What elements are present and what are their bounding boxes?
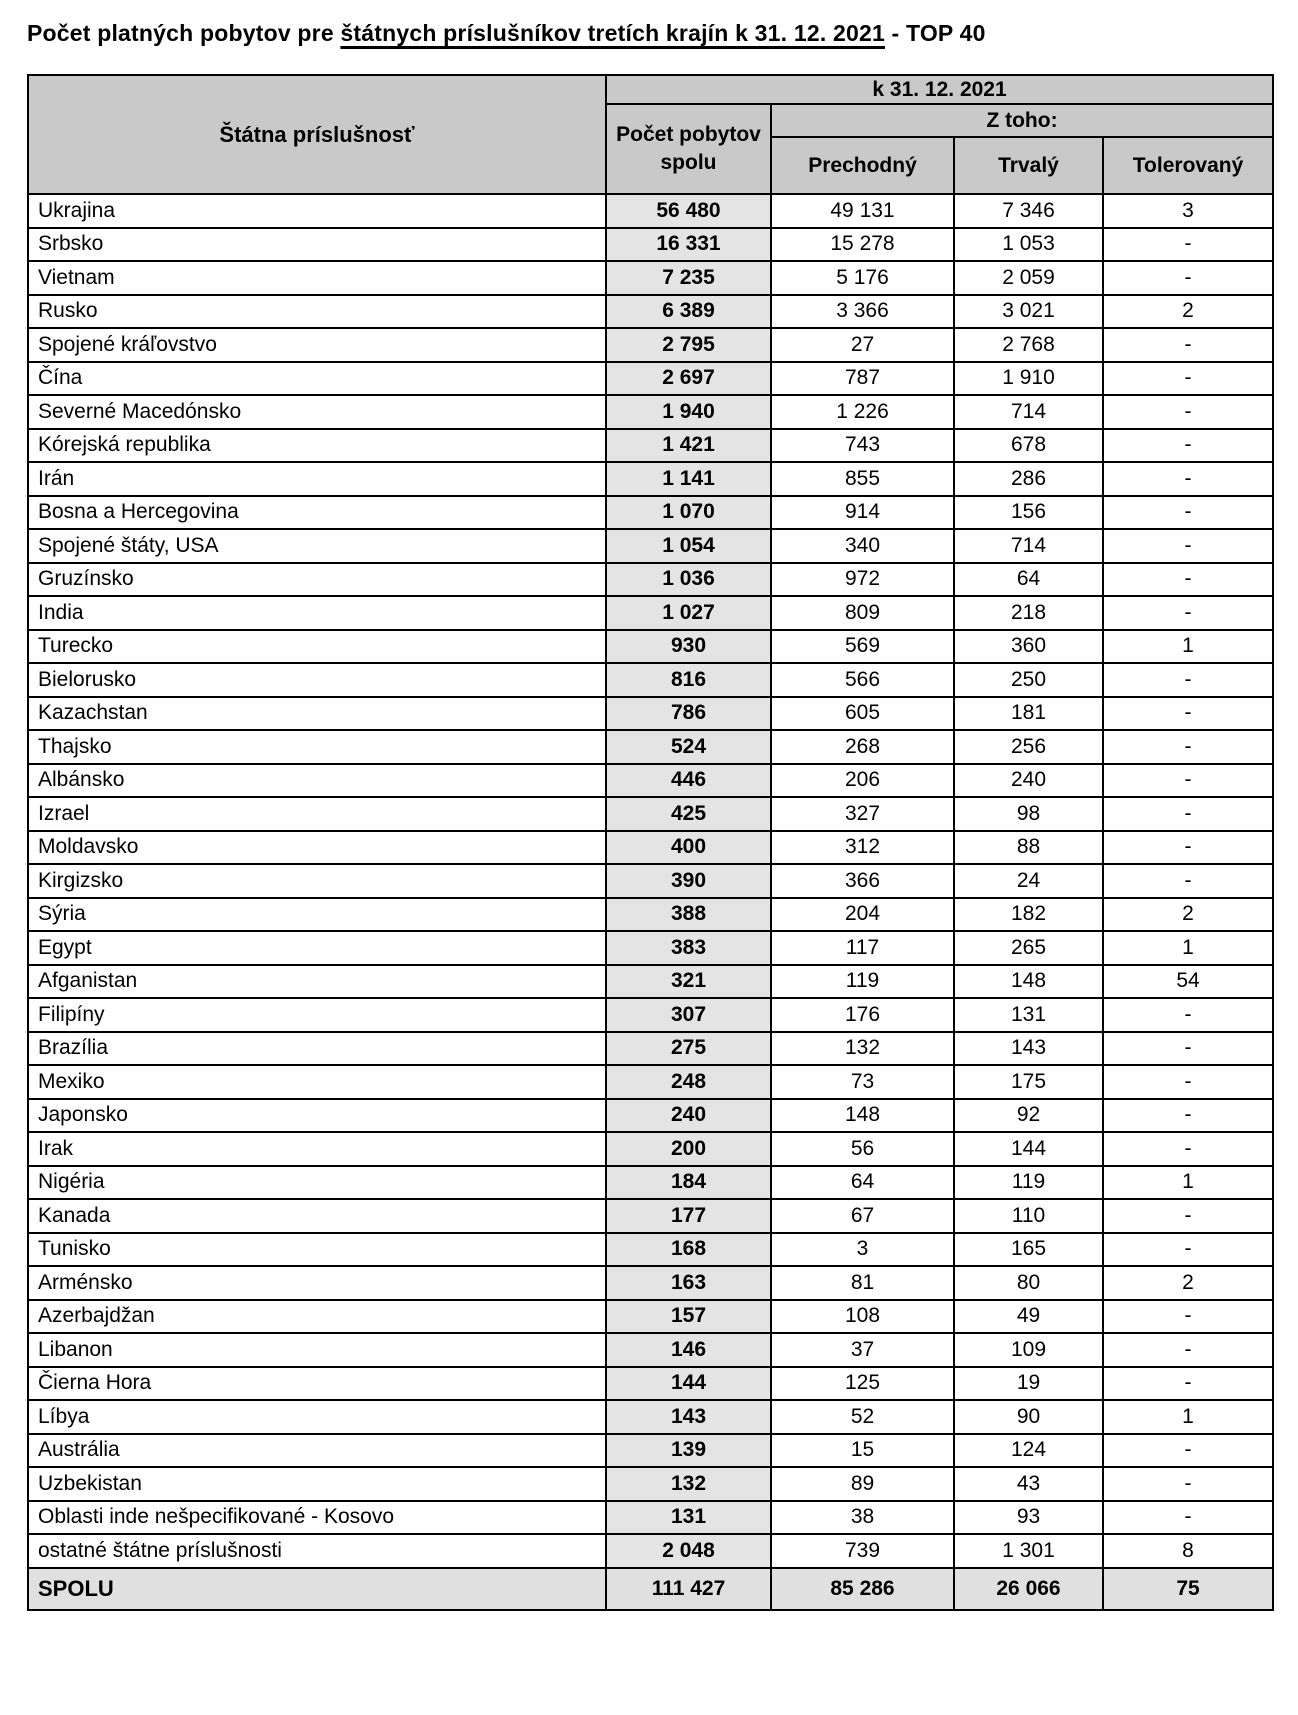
nationality-cell: Irak xyxy=(28,1132,606,1166)
total-residences-cell: 143 xyxy=(606,1400,771,1434)
total-residences-cell: 400 xyxy=(606,831,771,865)
nationality-cell: Ukrajina xyxy=(28,194,606,228)
temporary-cell: 787 xyxy=(771,362,954,396)
table-row xyxy=(28,864,1273,898)
total-residences-cell: 248 xyxy=(606,1065,771,1099)
tolerated-cell: - xyxy=(1103,261,1273,295)
title-suffix: - TOP 40 xyxy=(884,20,986,46)
table-row xyxy=(28,1166,1273,1200)
temporary-cell: 569 xyxy=(771,630,954,664)
tolerated-cell: 54 xyxy=(1103,965,1273,999)
tolerated-cell: - xyxy=(1103,1032,1273,1066)
table-row xyxy=(28,1534,1273,1568)
tolerated-cell: - xyxy=(1103,663,1273,697)
tolerated-cell: - xyxy=(1103,596,1273,630)
table-row xyxy=(28,462,1273,496)
permanent-cell: 80 xyxy=(954,1266,1103,1300)
nationality-cell: Kazachstan xyxy=(28,697,606,731)
nationality-cell: Spojené kráľovstvo xyxy=(28,328,606,362)
header-as-of-date: k 31. 12. 2021 xyxy=(606,75,1273,104)
permanent-cell: 43 xyxy=(954,1467,1103,1501)
total-residences-cell: 157 xyxy=(606,1300,771,1334)
total-residences-cell: 2 048 xyxy=(606,1534,771,1568)
nationality-cell: Azerbajdžan xyxy=(28,1300,606,1334)
nationality-cell: Moldavsko xyxy=(28,831,606,865)
temporary-cell: 27 xyxy=(771,328,954,362)
permanent-cell: 1 053 xyxy=(954,228,1103,262)
nationality-cell: Kórejská republika xyxy=(28,429,606,463)
temporary-cell: 37 xyxy=(771,1333,954,1367)
nationality-cell: Bosna a Hercegovina xyxy=(28,496,606,530)
nationality-cell: Severné Macedónsko xyxy=(28,395,606,429)
permanent-cell: 110 xyxy=(954,1199,1103,1233)
total-residences-cell: 6 389 xyxy=(606,295,771,329)
table-row xyxy=(28,1233,1273,1267)
temporary-cell: 56 xyxy=(771,1132,954,1166)
nationality-cell: Tunisko xyxy=(28,1233,606,1267)
total-residences-cell: 816 xyxy=(606,663,771,697)
tolerated-cell: - xyxy=(1103,864,1273,898)
nationality-cell: Gruzínsko xyxy=(28,563,606,597)
nationality-cell: Izrael xyxy=(28,797,606,831)
tolerated-cell: - xyxy=(1103,328,1273,362)
permanent-cell: 109 xyxy=(954,1333,1103,1367)
tolerated-cell: 2 xyxy=(1103,295,1273,329)
temporary-cell: 914 xyxy=(771,496,954,530)
tolerated-cell: - xyxy=(1103,1199,1273,1233)
table-row xyxy=(28,1132,1273,1166)
temporary-cell: 67 xyxy=(771,1199,954,1233)
permanent-cell: 2 768 xyxy=(954,328,1103,362)
permanent-cell: 92 xyxy=(954,1099,1103,1133)
tolerated-cell: - xyxy=(1103,1065,1273,1099)
tolerated-cell: - xyxy=(1103,496,1273,530)
tolerated-cell: - xyxy=(1103,1501,1273,1535)
permanent-cell: 2 059 xyxy=(954,261,1103,295)
table-row xyxy=(28,194,1273,228)
table-row xyxy=(28,764,1273,798)
table-row xyxy=(28,261,1273,295)
nationality-cell: Vietnam xyxy=(28,261,606,295)
temporary-cell: 605 xyxy=(771,697,954,731)
page-title xyxy=(27,20,986,47)
temporary-cell: 268 xyxy=(771,730,954,764)
nationality-cell: India xyxy=(28,596,606,630)
total-residences-cell: 930 xyxy=(606,630,771,664)
table-row xyxy=(28,1434,1273,1468)
total-residences-cell: 275 xyxy=(606,1032,771,1066)
permanent-cell: 64 xyxy=(954,563,1103,597)
permanent-cell: 360 xyxy=(954,630,1103,664)
table-row xyxy=(28,931,1273,965)
permanent-cell: 143 xyxy=(954,1032,1103,1066)
total-residences-cell: 1 027 xyxy=(606,596,771,630)
nationality-cell: Brazília xyxy=(28,1032,606,1066)
temporary-cell: 108 xyxy=(771,1300,954,1334)
total-residences-cell: 1 036 xyxy=(606,563,771,597)
total-residences-cell: 139 xyxy=(606,1434,771,1468)
nationality-cell: Líbya xyxy=(28,1400,606,1434)
total-residences-cell: 163 xyxy=(606,1266,771,1300)
header-temporary: Prechodný xyxy=(771,137,954,194)
tolerated-cell: - xyxy=(1103,831,1273,865)
tolerated-cell: - xyxy=(1103,697,1273,731)
permanent-cell: 148 xyxy=(954,965,1103,999)
temporary-cell: 132 xyxy=(771,1032,954,1066)
total-residences-cell: 1 141 xyxy=(606,462,771,496)
temporary-cell: 73 xyxy=(771,1065,954,1099)
total-residences-cell: 1 421 xyxy=(606,429,771,463)
permanent-cell: 98 xyxy=(954,797,1103,831)
total-residences-cell: 2 697 xyxy=(606,362,771,396)
table-row xyxy=(28,663,1273,697)
tolerated-cell: 1 xyxy=(1103,1400,1273,1434)
header-nationality: Štátna príslušnosť xyxy=(28,75,606,194)
nationality-cell: Kanada xyxy=(28,1199,606,1233)
table-row xyxy=(28,1199,1273,1233)
title-prefix: Počet platných pobytov pre xyxy=(27,20,341,46)
permanent-cell: 93 xyxy=(954,1501,1103,1535)
table-row xyxy=(28,898,1273,932)
tolerated-cell: 2 xyxy=(1103,898,1273,932)
nationality-cell: Austrália xyxy=(28,1434,606,1468)
table-row xyxy=(28,630,1273,664)
table-row xyxy=(28,831,1273,865)
temporary-cell: 204 xyxy=(771,898,954,932)
permanent-cell: 19 xyxy=(954,1367,1103,1401)
temporary-cell: 809 xyxy=(771,596,954,630)
table-body xyxy=(28,194,1273,1568)
total-residences-cell: 2 795 xyxy=(606,328,771,362)
temporary-cell: 5 176 xyxy=(771,261,954,295)
tolerated-cell: 8 xyxy=(1103,1534,1273,1568)
table-row xyxy=(28,1266,1273,1300)
table-row xyxy=(28,1367,1273,1401)
table-row xyxy=(28,596,1273,630)
table-row xyxy=(28,395,1273,429)
permanent-cell: 24 xyxy=(954,864,1103,898)
nationality-cell: Uzbekistan xyxy=(28,1467,606,1501)
permanent-cell: 714 xyxy=(954,529,1103,563)
table-row xyxy=(28,1032,1273,1066)
total-residences-cell: 383 xyxy=(606,931,771,965)
temporary-cell: 312 xyxy=(771,831,954,865)
table-row xyxy=(28,563,1273,597)
temporary-cell: 49 131 xyxy=(771,194,954,228)
total-residences-cell: 56 480 xyxy=(606,194,771,228)
table-row xyxy=(28,965,1273,999)
permanent-cell: 165 xyxy=(954,1233,1103,1267)
tolerated-cell: - xyxy=(1103,764,1273,798)
temporary-cell: 15 xyxy=(771,1434,954,1468)
total-row-permanent-cell: 26 066 xyxy=(954,1568,1103,1610)
total-residences-cell: 184 xyxy=(606,1166,771,1200)
temporary-cell: 566 xyxy=(771,663,954,697)
permanent-cell: 144 xyxy=(954,1132,1103,1166)
tolerated-cell: - xyxy=(1103,1333,1273,1367)
nationality-cell: Spojené štáty, USA xyxy=(28,529,606,563)
tolerated-cell: - xyxy=(1103,529,1273,563)
permanent-cell: 240 xyxy=(954,764,1103,798)
table-row xyxy=(28,1333,1273,1367)
temporary-cell: 89 xyxy=(771,1467,954,1501)
table-row xyxy=(28,797,1273,831)
total-residences-cell: 446 xyxy=(606,764,771,798)
tolerated-cell: - xyxy=(1103,1434,1273,1468)
total-residences-cell: 177 xyxy=(606,1199,771,1233)
table-row xyxy=(28,328,1273,362)
tolerated-cell: 1 xyxy=(1103,1166,1273,1200)
temporary-cell: 3 xyxy=(771,1233,954,1267)
header-row-date xyxy=(28,75,1273,104)
total-residences-cell: 1 054 xyxy=(606,529,771,563)
temporary-cell: 125 xyxy=(771,1367,954,1401)
temporary-cell: 206 xyxy=(771,764,954,798)
total-residences-cell: 786 xyxy=(606,697,771,731)
header-tolerated: Tolerovaný xyxy=(1103,137,1273,194)
total-residences-cell: 388 xyxy=(606,898,771,932)
nationality-cell: Egypt xyxy=(28,931,606,965)
total-residences-cell: 131 xyxy=(606,1501,771,1535)
table-row xyxy=(28,362,1273,396)
tolerated-cell: 2 xyxy=(1103,1266,1273,1300)
temporary-cell: 743 xyxy=(771,429,954,463)
temporary-cell: 366 xyxy=(771,864,954,898)
temporary-cell: 340 xyxy=(771,529,954,563)
nationality-cell: Filipíny xyxy=(28,998,606,1032)
tolerated-cell: 1 xyxy=(1103,931,1273,965)
table-row xyxy=(28,1467,1273,1501)
tolerated-cell: - xyxy=(1103,563,1273,597)
table-row xyxy=(28,1099,1273,1133)
tolerated-cell: - xyxy=(1103,462,1273,496)
permanent-cell: 156 xyxy=(954,496,1103,530)
total-residences-cell: 168 xyxy=(606,1233,771,1267)
temporary-cell: 52 xyxy=(771,1400,954,1434)
temporary-cell: 15 278 xyxy=(771,228,954,262)
permanent-cell: 714 xyxy=(954,395,1103,429)
permanent-cell: 90 xyxy=(954,1400,1103,1434)
total-row-tolerated-cell: 75 xyxy=(1103,1568,1273,1610)
permanent-cell: 678 xyxy=(954,429,1103,463)
table-footer xyxy=(28,1568,1273,1610)
temporary-cell: 855 xyxy=(771,462,954,496)
tolerated-cell: 1 xyxy=(1103,630,1273,664)
table-row xyxy=(28,429,1273,463)
permanent-cell: 119 xyxy=(954,1166,1103,1200)
permanent-cell: 1 301 xyxy=(954,1534,1103,1568)
tolerated-cell: - xyxy=(1103,1300,1273,1334)
nationality-cell: Kirgizsko xyxy=(28,864,606,898)
permanent-cell: 250 xyxy=(954,663,1103,697)
nationality-cell: Thajsko xyxy=(28,730,606,764)
table-row xyxy=(28,295,1273,329)
tolerated-cell: - xyxy=(1103,797,1273,831)
nationality-cell: Bielorusko xyxy=(28,663,606,697)
temporary-cell: 38 xyxy=(771,1501,954,1535)
nationality-cell: Srbsko xyxy=(28,228,606,262)
tolerated-cell: - xyxy=(1103,1132,1273,1166)
tolerated-cell: - xyxy=(1103,429,1273,463)
tolerated-cell: - xyxy=(1103,362,1273,396)
nationality-cell: ostatné štátne príslušnosti xyxy=(28,1534,606,1568)
tolerated-cell: - xyxy=(1103,1367,1273,1401)
total-residences-cell: 200 xyxy=(606,1132,771,1166)
table-row xyxy=(28,1300,1273,1334)
title-underlined-part: štátnych príslušníkov tretích krajín k 31. 12. 2021 xyxy=(340,20,885,46)
permanent-cell: 181 xyxy=(954,697,1103,731)
nationality-cell: Rusko xyxy=(28,295,606,329)
nationality-cell: Turecko xyxy=(28,630,606,664)
total-residences-cell: 321 xyxy=(606,965,771,999)
permanent-cell: 1 910 xyxy=(954,362,1103,396)
nationality-cell: Arménsko xyxy=(28,1266,606,1300)
table-row xyxy=(28,1400,1273,1434)
total-row-temporary-cell: 85 286 xyxy=(771,1568,954,1610)
table-row xyxy=(28,1065,1273,1099)
permanent-cell: 88 xyxy=(954,831,1103,865)
nationality-cell: Japonsko xyxy=(28,1099,606,1133)
total-residences-cell: 240 xyxy=(606,1099,771,1133)
permanent-cell: 131 xyxy=(954,998,1103,1032)
permanent-cell: 218 xyxy=(954,596,1103,630)
nationality-cell: Afganistan xyxy=(28,965,606,999)
nationality-cell: Oblasti inde nešpecifikované - Kosovo xyxy=(28,1501,606,1535)
table-row xyxy=(28,998,1273,1032)
total-residences-cell: 7 235 xyxy=(606,261,771,295)
total-row-label: SPOLU xyxy=(28,1568,606,1610)
table-row xyxy=(28,496,1273,530)
temporary-cell: 119 xyxy=(771,965,954,999)
total-residences-cell: 1 940 xyxy=(606,395,771,429)
temporary-cell: 64 xyxy=(771,1166,954,1200)
total-residences-cell: 390 xyxy=(606,864,771,898)
tolerated-cell: - xyxy=(1103,228,1273,262)
temporary-cell: 81 xyxy=(771,1266,954,1300)
total-residences-cell: 146 xyxy=(606,1333,771,1367)
table-row xyxy=(28,697,1273,731)
temporary-cell: 972 xyxy=(771,563,954,597)
table-row xyxy=(28,228,1273,262)
nationality-cell: Mexiko xyxy=(28,1065,606,1099)
header-of-which: Z toho: xyxy=(771,104,1273,137)
total-residences-cell: 16 331 xyxy=(606,228,771,262)
table-header xyxy=(28,75,1273,194)
header-total-residences: Počet pobytov spolu xyxy=(606,104,771,194)
nationality-cell: Čína xyxy=(28,362,606,396)
header-permanent: Trvalý xyxy=(954,137,1103,194)
temporary-cell: 148 xyxy=(771,1099,954,1133)
total-residences-cell: 307 xyxy=(606,998,771,1032)
permanent-cell: 256 xyxy=(954,730,1103,764)
nationality-cell: Libanon xyxy=(28,1333,606,1367)
total-residences-cell: 1 070 xyxy=(606,496,771,530)
nationality-cell: Sýria xyxy=(28,898,606,932)
temporary-cell: 327 xyxy=(771,797,954,831)
table-row xyxy=(28,730,1273,764)
residence-table xyxy=(27,74,1274,1611)
table-row xyxy=(28,1501,1273,1535)
tolerated-cell: - xyxy=(1103,395,1273,429)
table-row xyxy=(28,529,1273,563)
total-residences-cell: 425 xyxy=(606,797,771,831)
nationality-cell: Nigéria xyxy=(28,1166,606,1200)
temporary-cell: 117 xyxy=(771,931,954,965)
permanent-cell: 7 346 xyxy=(954,194,1103,228)
permanent-cell: 175 xyxy=(954,1065,1103,1099)
total-row xyxy=(28,1568,1273,1610)
nationality-cell: Albánsko xyxy=(28,764,606,798)
permanent-cell: 124 xyxy=(954,1434,1103,1468)
permanent-cell: 286 xyxy=(954,462,1103,496)
tolerated-cell: - xyxy=(1103,1467,1273,1501)
permanent-cell: 182 xyxy=(954,898,1103,932)
permanent-cell: 3 021 xyxy=(954,295,1103,329)
total-residences-cell: 524 xyxy=(606,730,771,764)
tolerated-cell: - xyxy=(1103,1233,1273,1267)
tolerated-cell: - xyxy=(1103,730,1273,764)
temporary-cell: 1 226 xyxy=(771,395,954,429)
permanent-cell: 49 xyxy=(954,1300,1103,1334)
permanent-cell: 265 xyxy=(954,931,1103,965)
total-residences-cell: 132 xyxy=(606,1467,771,1501)
nationality-cell: Irán xyxy=(28,462,606,496)
temporary-cell: 739 xyxy=(771,1534,954,1568)
total-residences-cell: 144 xyxy=(606,1367,771,1401)
total-row-total-cell: 111 427 xyxy=(606,1568,771,1610)
temporary-cell: 176 xyxy=(771,998,954,1032)
tolerated-cell: - xyxy=(1103,1099,1273,1133)
nationality-cell: Čierna Hora xyxy=(28,1367,606,1401)
temporary-cell: 3 366 xyxy=(771,295,954,329)
tolerated-cell: 3 xyxy=(1103,194,1273,228)
tolerated-cell: - xyxy=(1103,998,1273,1032)
